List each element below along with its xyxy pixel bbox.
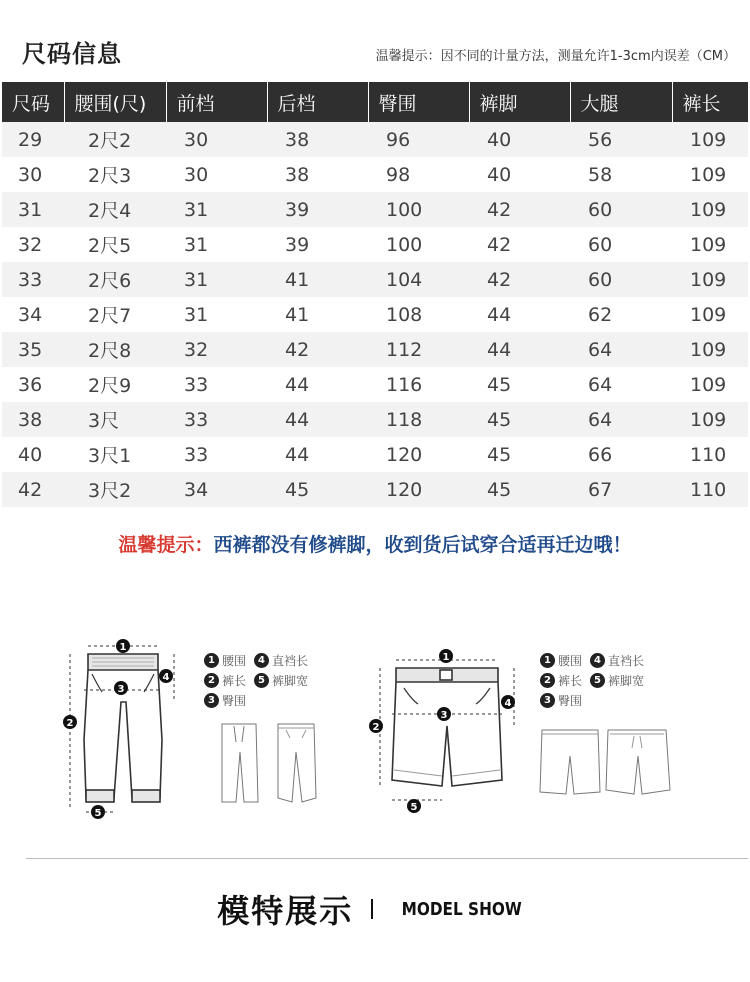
shorts-diagram (366, 630, 536, 830)
table-cell: 30 (184, 163, 209, 186)
table-row (2, 297, 748, 332)
legend-front-rise: 直裆长 (272, 653, 309, 668)
column-header: 腰围(尺) (64, 82, 166, 122)
model-title-en: MODEL SHOW (401, 898, 523, 920)
table-cell: 118 (368, 402, 469, 437)
legend-waist: 腰围 (222, 653, 247, 668)
marker-2: 2 (66, 718, 74, 729)
long-pants-legend (204, 650, 308, 710)
shorts-legend-num-5: 5 (590, 673, 605, 688)
table-cell: 109 (690, 233, 727, 256)
table-cell: 112 (368, 332, 469, 367)
table-cell: 32 (18, 233, 43, 256)
table-cell: 31 (184, 233, 209, 256)
shorts-legend-num-3: 3 (540, 693, 555, 708)
measurement-note: 温馨提示：因不同的计量方法，测量允许1-3cm内误差（CM） (375, 49, 736, 64)
column-header: 前档 (166, 82, 267, 122)
table-cell: 2尺8 (64, 332, 166, 367)
table-cell: 41 (285, 303, 310, 326)
column-header: 臀围 (368, 82, 469, 122)
table-cell: 109 (672, 122, 748, 157)
table-cell: 108 (386, 303, 423, 326)
table-cell: 44 (267, 402, 368, 437)
table-cell: 58 (588, 163, 613, 186)
table-cell: 3尺1 (88, 445, 132, 467)
table-cell: 44 (285, 443, 310, 466)
table-row (2, 227, 748, 262)
table-cell: 33 (184, 373, 209, 396)
table-cell: 42 (2, 472, 64, 507)
model-show-heading (0, 886, 750, 932)
table-cell: 109 (672, 262, 748, 297)
table-cell: 2尺6 (64, 262, 166, 297)
table-cell: 109 (690, 303, 727, 326)
table-cell: 109 (672, 192, 748, 227)
table-cell: 45 (469, 472, 570, 507)
table-cell: 38 (267, 122, 368, 157)
shorts-legend (540, 650, 644, 710)
tip-text: 西裤都没有修裤脚，收到货后试穿合适再迁边哦！ (213, 534, 632, 556)
table-cell: 67 (570, 472, 672, 507)
header (0, 0, 750, 80)
table-cell: 33 (2, 262, 64, 297)
shorts-thumbnails (538, 726, 678, 802)
marker-3: 3 (117, 684, 125, 695)
shorts-legend-pants-length: 裤长 (558, 673, 583, 688)
table-row (2, 437, 748, 472)
table-cell: 120 (368, 472, 469, 507)
table-cell: 2尺3 (88, 165, 132, 187)
table-cell: 31 (184, 303, 209, 326)
table-cell: 38 (2, 402, 64, 437)
table-cell: 2尺2 (64, 122, 166, 157)
table-cell: 64 (570, 402, 672, 437)
table-cell: 44 (487, 303, 512, 326)
table-cell: 44 (469, 332, 570, 367)
shorts-legend-waist: 腰围 (558, 653, 583, 668)
table-cell: 109 (690, 163, 727, 186)
shorts-marker-2: 2 (372, 722, 380, 733)
table-cell: 60 (570, 192, 672, 227)
table-cell: 100 (368, 192, 469, 227)
column-header: 大腿 (570, 82, 672, 122)
marker-4: 4 (162, 672, 170, 683)
table-cell: 32 (166, 332, 267, 367)
legend-num-4: 4 (254, 653, 269, 668)
shorts-marker-4: 4 (504, 698, 512, 709)
table-cell: 39 (285, 233, 310, 256)
title-separator (371, 899, 373, 919)
table-cell: 36 (18, 373, 43, 396)
shorts-legend-num-4: 4 (590, 653, 605, 668)
table-cell: 100 (386, 233, 423, 256)
shorts-legend-leg-opening: 裤脚宽 (608, 673, 645, 688)
tip-label: 温馨提示： (118, 534, 214, 556)
table-cell: 42 (267, 332, 368, 367)
table-cell: 116 (386, 373, 423, 396)
long-pants-thumbnail-icons (214, 718, 334, 808)
table-cell: 110 (672, 472, 748, 507)
column-header: 裤长 (672, 82, 748, 122)
table-cell: 2尺7 (88, 305, 132, 327)
table-cell: 109 (672, 332, 748, 367)
page-title: 尺码信息 (22, 40, 122, 68)
long-pants-diagram (58, 630, 198, 830)
table-cell: 109 (672, 402, 748, 437)
table-cell: 31 (2, 192, 64, 227)
table-cell: 3尺 (64, 402, 166, 437)
shorts-marker-5: 5 (410, 802, 418, 813)
column-header: 尺码 (2, 82, 64, 122)
table-cell: 45 (487, 373, 512, 396)
table-cell: 31 (166, 262, 267, 297)
shorts-legend-num-2: 2 (540, 673, 555, 688)
table-cell: 31 (166, 192, 267, 227)
table-cell: 30 (166, 122, 267, 157)
table-cell: 3尺2 (64, 472, 166, 507)
table-cell: 40 (469, 122, 570, 157)
legend-pants-length: 裤长 (222, 673, 247, 688)
table-cell: 40 (487, 163, 512, 186)
table-cell: 33 (166, 402, 267, 437)
table-cell: 45 (469, 402, 570, 437)
table-cell: 45 (487, 443, 512, 466)
table-cell: 35 (2, 332, 64, 367)
marker-1: 1 (119, 642, 127, 653)
table-cell: 104 (368, 262, 469, 297)
table-cell: 33 (184, 443, 209, 466)
legend-num-3: 3 (204, 693, 219, 708)
table-cell: 98 (386, 163, 411, 186)
legend-num-1: 1 (204, 653, 219, 668)
table-cell: 2尺9 (88, 375, 132, 397)
table-row (2, 157, 748, 192)
table-cell: 2尺4 (64, 192, 166, 227)
table-row (2, 402, 748, 437)
table-cell: 39 (267, 192, 368, 227)
legend-num-5: 5 (254, 673, 269, 688)
shorts-marker-1: 1 (442, 652, 450, 663)
long-pants-thumbnails (214, 718, 334, 812)
table-cell: 44 (285, 373, 310, 396)
table-cell: 110 (690, 443, 727, 466)
legend-num-2: 2 (204, 673, 219, 688)
table-row (2, 192, 748, 227)
table-cell: 56 (570, 122, 672, 157)
model-title-cn: 模特展示 (217, 892, 354, 930)
table-cell: 64 (570, 332, 672, 367)
table-cell: 120 (386, 443, 423, 466)
table-header-row (2, 82, 748, 122)
table-row (2, 122, 748, 157)
table-cell: 40 (18, 443, 43, 466)
table-cell: 34 (166, 472, 267, 507)
section-divider (26, 858, 748, 859)
table-cell: 42 (469, 262, 570, 297)
marker-5: 5 (94, 808, 102, 819)
table-cell: 41 (267, 262, 368, 297)
table-cell: 64 (588, 373, 613, 396)
long-pants-illustration (58, 630, 198, 830)
shorts-legend-hip: 臀围 (558, 693, 583, 708)
table-cell: 42 (469, 192, 570, 227)
table-cell: 62 (588, 303, 613, 326)
tip-banner (0, 530, 750, 557)
legend-leg-opening: 裤脚宽 (272, 673, 309, 688)
table-cell: 60 (588, 233, 613, 256)
shorts-thumbnail-icons (538, 726, 678, 798)
table-row (2, 332, 748, 367)
table-row (2, 472, 748, 507)
size-table (2, 82, 748, 507)
table-cell: 38 (285, 163, 310, 186)
table-cell: 60 (570, 262, 672, 297)
column-header: 裤脚 (469, 82, 570, 122)
table-cell: 34 (18, 303, 43, 326)
shorts-marker-3: 3 (440, 710, 448, 721)
table-cell: 66 (588, 443, 613, 466)
table-cell: 96 (368, 122, 469, 157)
table-cell: 2尺5 (88, 235, 132, 257)
shorts-legend-num-1: 1 (540, 653, 555, 668)
table-cell: 109 (690, 373, 727, 396)
shorts-legend-front-rise: 直裆长 (608, 653, 645, 668)
table-row (2, 367, 748, 402)
table-cell: 42 (487, 233, 512, 256)
table-cell: 45 (267, 472, 368, 507)
column-header: 后档 (267, 82, 368, 122)
shorts-illustration (366, 630, 536, 830)
table-row (2, 262, 748, 297)
table-cell: 29 (2, 122, 64, 157)
legend-hip: 臀围 (222, 693, 247, 708)
table-cell: 30 (18, 163, 43, 186)
